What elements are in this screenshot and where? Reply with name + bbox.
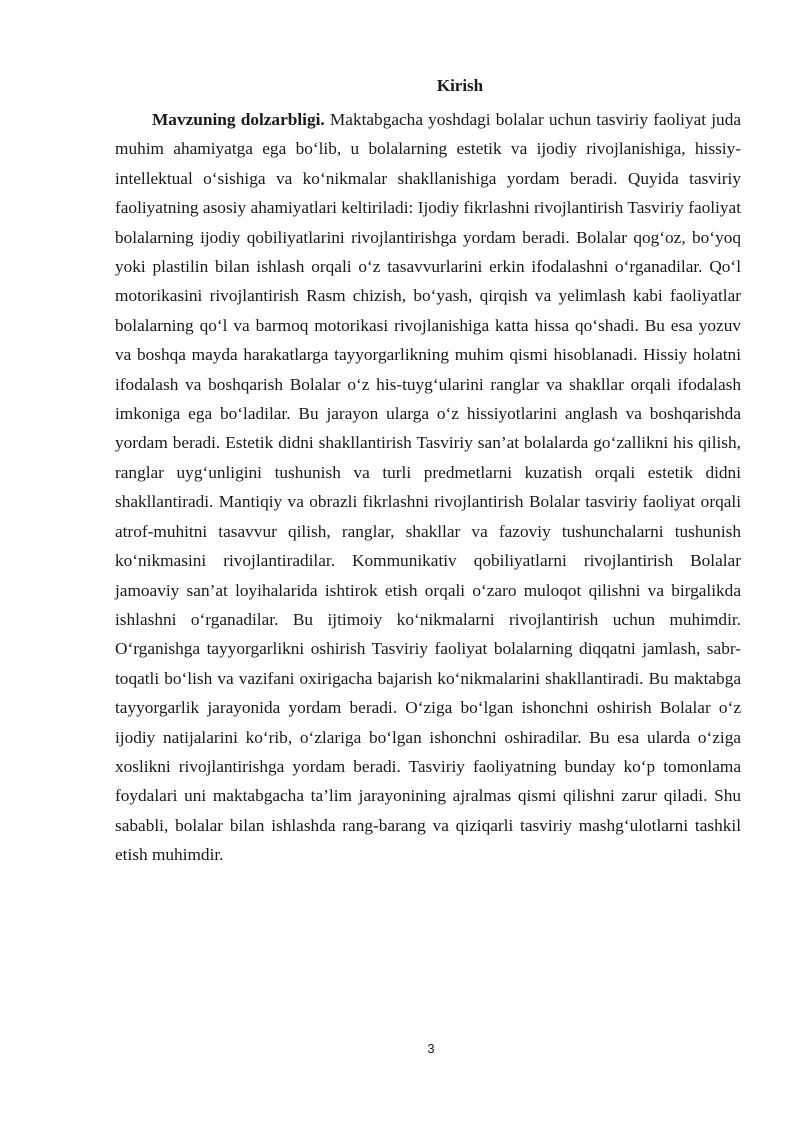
paragraph-text: Maktabgacha yoshdagi bolalar uchun tasviriy faoliyat juda muhim ahamiyatga ega bo‘lib, u bolalarning estetik va ijodiy rivojlanishiga, hissiy-intellektual o‘sishiga va ko‘nikmalar shakllanishiga yordam beradi. Quyida tasviriy faoliyatning asosiy ahamiyatlari keltiriladi: Ijodiy fikrlashni rivojlantirish Tasviriy faoliyat bolalarning ijodiy qobiliyatlarini rivojlantirishga yordam beradi. Bolalar qog‘oz, bo‘yoq yoki plastilin bilan ishlash orqali o‘z tasavvurlarini erkin ifodalashni o‘rganadilar. Qo‘l motorikasini rivojlantirish Rasm chizish, bo‘yash, qirqish va yelimlash kabi faoliyatlar bolalarning qo‘l va barmoq motorikasi rivojlanishiga katta hissa qo‘shadi. Bu esa yozuv va boshqa mayda harakatlarga tayyorgarlikning muhim qismi hisoblanadi. Hissiy holatni ifodalash va boshqarish Bolalar o‘z his-tuyg‘ularini ranglar va shakllar orqali ifodalash imkoniga ega bo‘ladilar. Bu jarayon ularga o‘z hissiyotlarini anglash va boshqarishda yordam beradi. Estetik didni shakllantirish Tasviriy san’at bolalarda go‘zallikni his qilish, ranglar uyg‘unligini tushunish va turli predmetlarni kuzatish orqali estetik didni shakllantiradi. Mantiqiy va obrazli fikrlashni rivojlantirish Bolalar tasviriy faoliyat orqali atrof-muhitni tasavvur qilish, ranglar, shakllar va fazoviy tushunchalarni tushunish ko‘nikmasini rivojlantiradilar. Kommunikativ qobiliyatlarni rivojlantirish Bolalar jamoaviy san’at loyihalarida ishtirok etish orqali o‘zaro muloqot qilishni va birgalikda ishlashni o‘rganadilar. Bu ijtimoiy ko‘nikmalarni rivojlantirish uchun muhimdir. O‘rganishga tayyorgarlikni oshirish Tasviriy faoliyat bolalarning diqqatni jamlash, sabr-toqatli bo‘lish va vazifani oxirigacha bajarish ko‘nikmalarini shakllantiradi. Bu maktabga tayyorgarlik jarayonida yordam beradi. O‘ziga bo‘lgan ishonchni oshirish Bolalar o‘z ijodiy natijalarini ko‘rib, o‘zlariga bo‘lgan ishonchni oshiradilar. Bu esa ularda o‘ziga xoslikni rivojlantirishga yordam beradi. Tasviriy faoliyatning bunday ko‘p tomonlama foydalari uni maktabgacha ta’lim jarayonining ajralmas qismi qilishni zarur qiladi. Shu sababli, bolalar bilan ishlashda rang-barang va qiziqarli tasviriy mashg‘ulotlarni tashkil etish muhimdir. [115, 110, 741, 865]
page-number: 3 [427, 1041, 435, 1056]
paragraph-lead: Mavzuning dolzarbligi. [152, 110, 325, 129]
section-heading: Kirish [436, 76, 484, 95]
body-paragraph [115, 105, 741, 870]
